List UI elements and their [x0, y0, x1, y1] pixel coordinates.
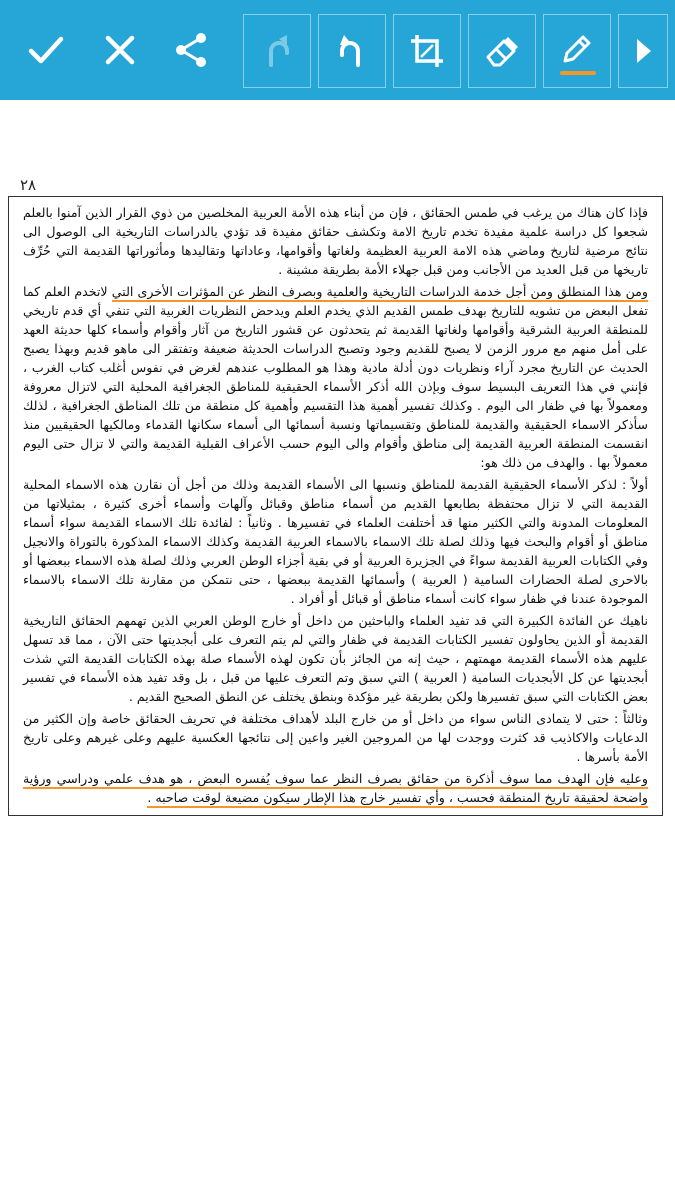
page-number: ٢٨ — [20, 176, 37, 194]
undo-button[interactable] — [318, 14, 386, 88]
paragraph-text: فإذا كان هناك من يرغب في طمس الحقائق ، فإن من أبناء هذه الأمة العربية المخلصين من ذوي القرار الذين آمنوا بالعلم شجعوا كل دراسة علمية مفيدة تخدم تاريخ الامة وتكشف حقائق مفيدة قد تؤدي بالدراسات التاريخية الى الوصول الى نتائج مرضية لتاريخ وماضي هذه الامة العربية العظيمة ولغاتها وأقوامها، وعاداتها وتقاليدها ومأثوراتها القديمة التي حُرِّف تاريخها من قبل العديد من الأجانب ومن قبل جهلاء الأمة بطريقة مشينة . — [23, 205, 648, 278]
crop-icon — [407, 31, 447, 71]
highlighted-text: ومن هذا المنطلق ومن أجل خدمة الدراسات التاريخية والعلمية وبصرف النظر عن المؤثرات الأخرى التي — [112, 284, 648, 302]
paragraph-text: أولاً : لذكر الأسماء الحقيقية القديمة للمناطق ونسبها الى الأسماء القديمة وذلك من أجل أن نقارن هذه الاسماء المحلية القديمة التي لا تزال محتفظة بطابعها القديم من أسماء مناطق وقبائل وآلهات وأسماء أخرى كثيرة ، بمثيلاتها من المعلومات المدونة والتي الكثير منها قد أختلفت العلماء في تفسيرها . وثانياً : لفائدة تلك الاسماء القديمة سواء أسماء مناطق أو أقوام والبحث فيها وذلك لصلة تلك الاسماء بالاسماء العربية القديمة وكذلك الاسماء المذكورة بالتوراة والانجيل وفي الكتابات العربية القديمة سواءً في الجزيرة العربية أو في بقية أجزاء الوطن العربي وذلك لصلة هذه الاسماء ببعضها أو بالاحرى لصلة الحضارات السامية ( العربية ) وأسمائها القديمة ببعضها ، حتى نتمكن من مقارنة تلك الاسماء بالاسماء الموجودة عندنا في ظفار سواء كانت أسماء مناطق أو قبائل أو أفراد . — [23, 477, 648, 607]
pen-icon — [557, 31, 597, 71]
next-button[interactable] — [618, 14, 668, 88]
paragraph-4 — [23, 611, 648, 706]
redo-button[interactable] — [243, 14, 311, 88]
eraser-button[interactable] — [468, 14, 536, 88]
crop-button[interactable] — [393, 14, 461, 88]
paragraph-2 — [23, 282, 648, 472]
cancel-button[interactable] — [86, 10, 154, 90]
pen-button[interactable] — [543, 14, 611, 88]
play-icon — [623, 31, 663, 71]
highlighted-text: وعليه فإن الهدف مما سوف أذكرة من حقائق بصرف النظر عما سوف يُفسره البعض ، هو هدف علمي ودراسي ورؤية واضحة لحقيقة تاريخ المنطقة فحسب ، وأي تفسير خارج هذا الإطار سيكون مضيعة لوقت صاحبه . — [23, 771, 648, 808]
top-toolbar — [0, 0, 675, 100]
share-button[interactable] — [158, 10, 226, 90]
document-body — [8, 196, 663, 816]
paragraph-text: وثالثاً : حتى لا يتمادى الناس سواء من داخل أو من خارج البلد لأهداف مختلفة في تحريف الحقائق خاصة وإن الكثير من الدعايات والاكاذيب قد كثرت ووجدت لها من المروجين الغير واعين إلى نتائجها العكسية عليهم وعلى غيرهم وعلى تاريخ الأمة بأسرها . — [23, 711, 648, 765]
check-icon — [26, 30, 66, 70]
paragraph-1 — [23, 203, 648, 279]
paragraph-3 — [23, 475, 648, 608]
share-icon — [172, 30, 212, 70]
scanned-page — [0, 100, 675, 1200]
paragraph-6 — [23, 769, 648, 807]
paragraph-text: ناهيك عن الفائدة الكبيرة التي قد تفيد العلماء والباحثين من داخل أو خارج الوطن العربي الذين تهمهم الحقائق التاريخية القديمة أو الذين يحاولون تفسير الكتابات القديمة في ظفار والتي لم يتم التعرف على أبجديتها حتى الآن ، مما قد تسهل عليهم هذه الأسماء القديمة مهمتهم ، حيث إنه من الجائز بأن تكون لهذه الأسماء صلة بهذه الكتابات القديمة التي شذت أبجديتها عن كل الأبجديات السامية ( العربية ) التي سبق وتم التعرف عليها من قبل ، بل وقد تفيد هذه الأسماء في تفسير بعض الكتابات التي سبق تفسيرها ولكن بطريقة غير مؤكدة وبنطق يختلف عن النطق الصحيح القديم . — [23, 613, 648, 705]
paragraph-5 — [23, 709, 648, 766]
undo-icon — [332, 31, 372, 71]
confirm-button[interactable] — [12, 10, 80, 90]
eraser-icon — [482, 31, 522, 71]
redo-icon — [257, 31, 297, 71]
paragraph-text: لاتخدم العلم كما تفعل البعض من تشويه للتاريخ بهدف طمس القديم الذي يخدم العلم ويدحض النظريات الغربية التي تنفي أي قدم تاريخي للمنطقة العربية الشرقية وأقوامها ولغاتها القديمة ثم يتحدثون عن قشور التاريخ من آثار وأقوام وأسماء كلها حديثة العهد على أمل منهم مع مرور الزمن لا يصبح للقديم وجود وتصبح الدراسات الحديثة ضعيفة وتفتقر الى ماهو قديم وبهذا يصبح الحديث عن التاريخ مجرد آراء ونظريات دون أدلة مادية وهذا هو المطلوب عندهم لغرض في نفوس أغلب كتاب الغرب ، فإنني في هذا التعريف البسيط سوف وبإذن الله أذكر الأسماء الحقيقية للمناطق الجغرافية المحلية التي لاتزال معروفة ومعمولاً بها في ظفار الى اليوم . وكذلك تفسير أهمية هذا التقسيم وأهمية كل منطقة من تلك المناطق الجغرافية ، لذلك سأذكر الاسماء الحقيقية والقديمة للمناطق وتقسيماتها ونسبة أسمائها الى أسماء سكانها القدماء ومالكيها الحقيقيين منذ انقسمت المنطقة العربية القديمة إلى مناطق وأقوام والى اليوم حسب الأعراف القبلية القديمة والتي لا تزال حتى اليوم معمولاً بها . والهدف من ذلك هو: — [23, 284, 648, 471]
close-icon — [100, 30, 140, 70]
